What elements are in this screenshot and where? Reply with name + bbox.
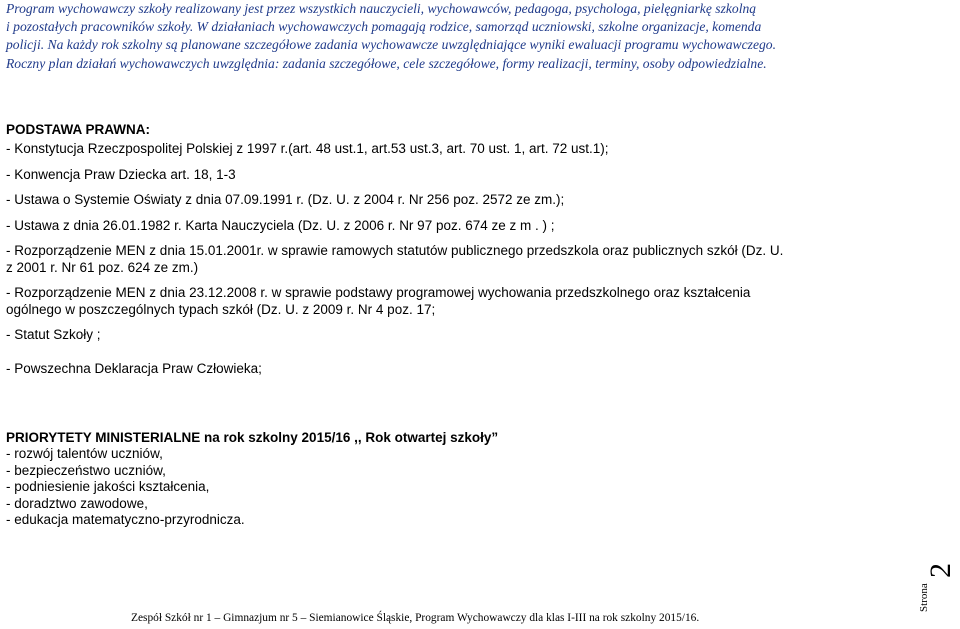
legal-item <box>6 361 906 378</box>
intro-line: Roczny plan działań wychowawczych uwzględnia: zadania szczegółowe, cele szczegółowe, formy realizacji, terminy, osoby odpowiedzialne. <box>6 55 767 71</box>
legal-item-line: - Konstytucja Rzeczpospolitej Polskiej z 1997 r.(art. 48 ust.1, art.53 ust.3, art. 70 ust. 1, art. 72 ust.1); <box>6 141 609 156</box>
legal-item-line: - Statut Szkoły ; <box>6 327 101 342</box>
legal-item-line: - Powszechna Deklaracja Praw Człowieka; <box>6 360 262 376</box>
legal-item-line: - Rozporządzenie MEN z dnia 15.01.2001r. w sprawie ramowych statutów publicznego przedszkola oraz publicznych szkół (Dz. U. <box>6 243 784 258</box>
legal-item-line: - Konwencja Praw Dziecka art. 18, 1-3 <box>6 166 236 182</box>
priority-item: - podniesienie jakości kształcenia, <box>6 479 210 495</box>
priorities-heading: PRIORYTETY MINISTERIALNE na rok szkolny 2015/16 ,, Rok otwartej szkoły” <box>6 430 499 445</box>
legal-basis-heading: PODSTAWA PRAWNA: <box>6 122 150 137</box>
legal-item-line: - Ustawa z dnia 26.01.1982 r. Karta Nauczyciela (Dz. U. z 2006 r. Nr 97 poz. 674 ze z m . ) ; <box>6 217 555 233</box>
page-number: 2 <box>924 563 957 578</box>
legal-item-line: - Rozporządzenie MEN z dnia 23.12.2008 r. w sprawie podstawy programowej wychowania przedszkolnego oraz kształcenia <box>6 285 751 300</box>
legal-item <box>6 243 906 276</box>
priority-item: - rozwój talentów uczniów, <box>6 446 163 461</box>
legal-item <box>6 327 906 344</box>
page-label: Strona <box>918 583 930 612</box>
legal-item <box>6 141 906 158</box>
legal-item-line: ogólnego w poszczególnych typach szkół (Dz. U. z 2009 r. Nr 4 poz. 17; <box>6 301 436 317</box>
legal-item <box>6 218 906 235</box>
intro-paragraph <box>6 0 952 73</box>
priority-item: - bezpieczeństwo uczniów, <box>6 462 166 478</box>
legal-basis-list <box>6 141 906 377</box>
priority-item: - doradztwo zawodowe, <box>6 495 148 511</box>
legal-item <box>6 167 906 184</box>
intro-line: policji. Na każdy rok szkolny są planowane szczegółowe zadania wychowawcze uwzględniające wyniki ewaluacji programu wychowawczego. <box>6 37 776 53</box>
intro-line: Program wychowawczy szkoły realizowany jest przez wszystkich nauczycieli, wychowawców, pedagoga, psychologa, pielęgniarkę szkolną <box>6 1 757 16</box>
legal-item-line: z 2001 r. Nr 61 poz. 624 ze zm.) <box>6 259 199 275</box>
intro-line: i pozostałych pracowników szkoły. W działaniach wychowawczych pomagają rodzice, samorząd uczniowski, szkolne organizacje, komenda <box>6 19 762 35</box>
priority-item: - edukacja matematyczno-przyrodnicza. <box>6 512 245 528</box>
legal-item <box>6 192 906 209</box>
priorities-list <box>6 446 245 529</box>
legal-item-line: - Ustawa o Systemie Oświaty z dnia 07.09.1991 r. (Dz. U. z 2004 r. Nr 256 poz. 2572 ze zm.); <box>6 192 565 207</box>
page-footer: Zespół Szkół nr 1 – Gimnazjum nr 5 – Siemianowice Śląskie, Program Wychowawczy dla klas I-III na rok szkolny 2015/16. <box>131 612 700 624</box>
page-number-block <box>916 548 956 618</box>
legal-item <box>6 285 906 318</box>
